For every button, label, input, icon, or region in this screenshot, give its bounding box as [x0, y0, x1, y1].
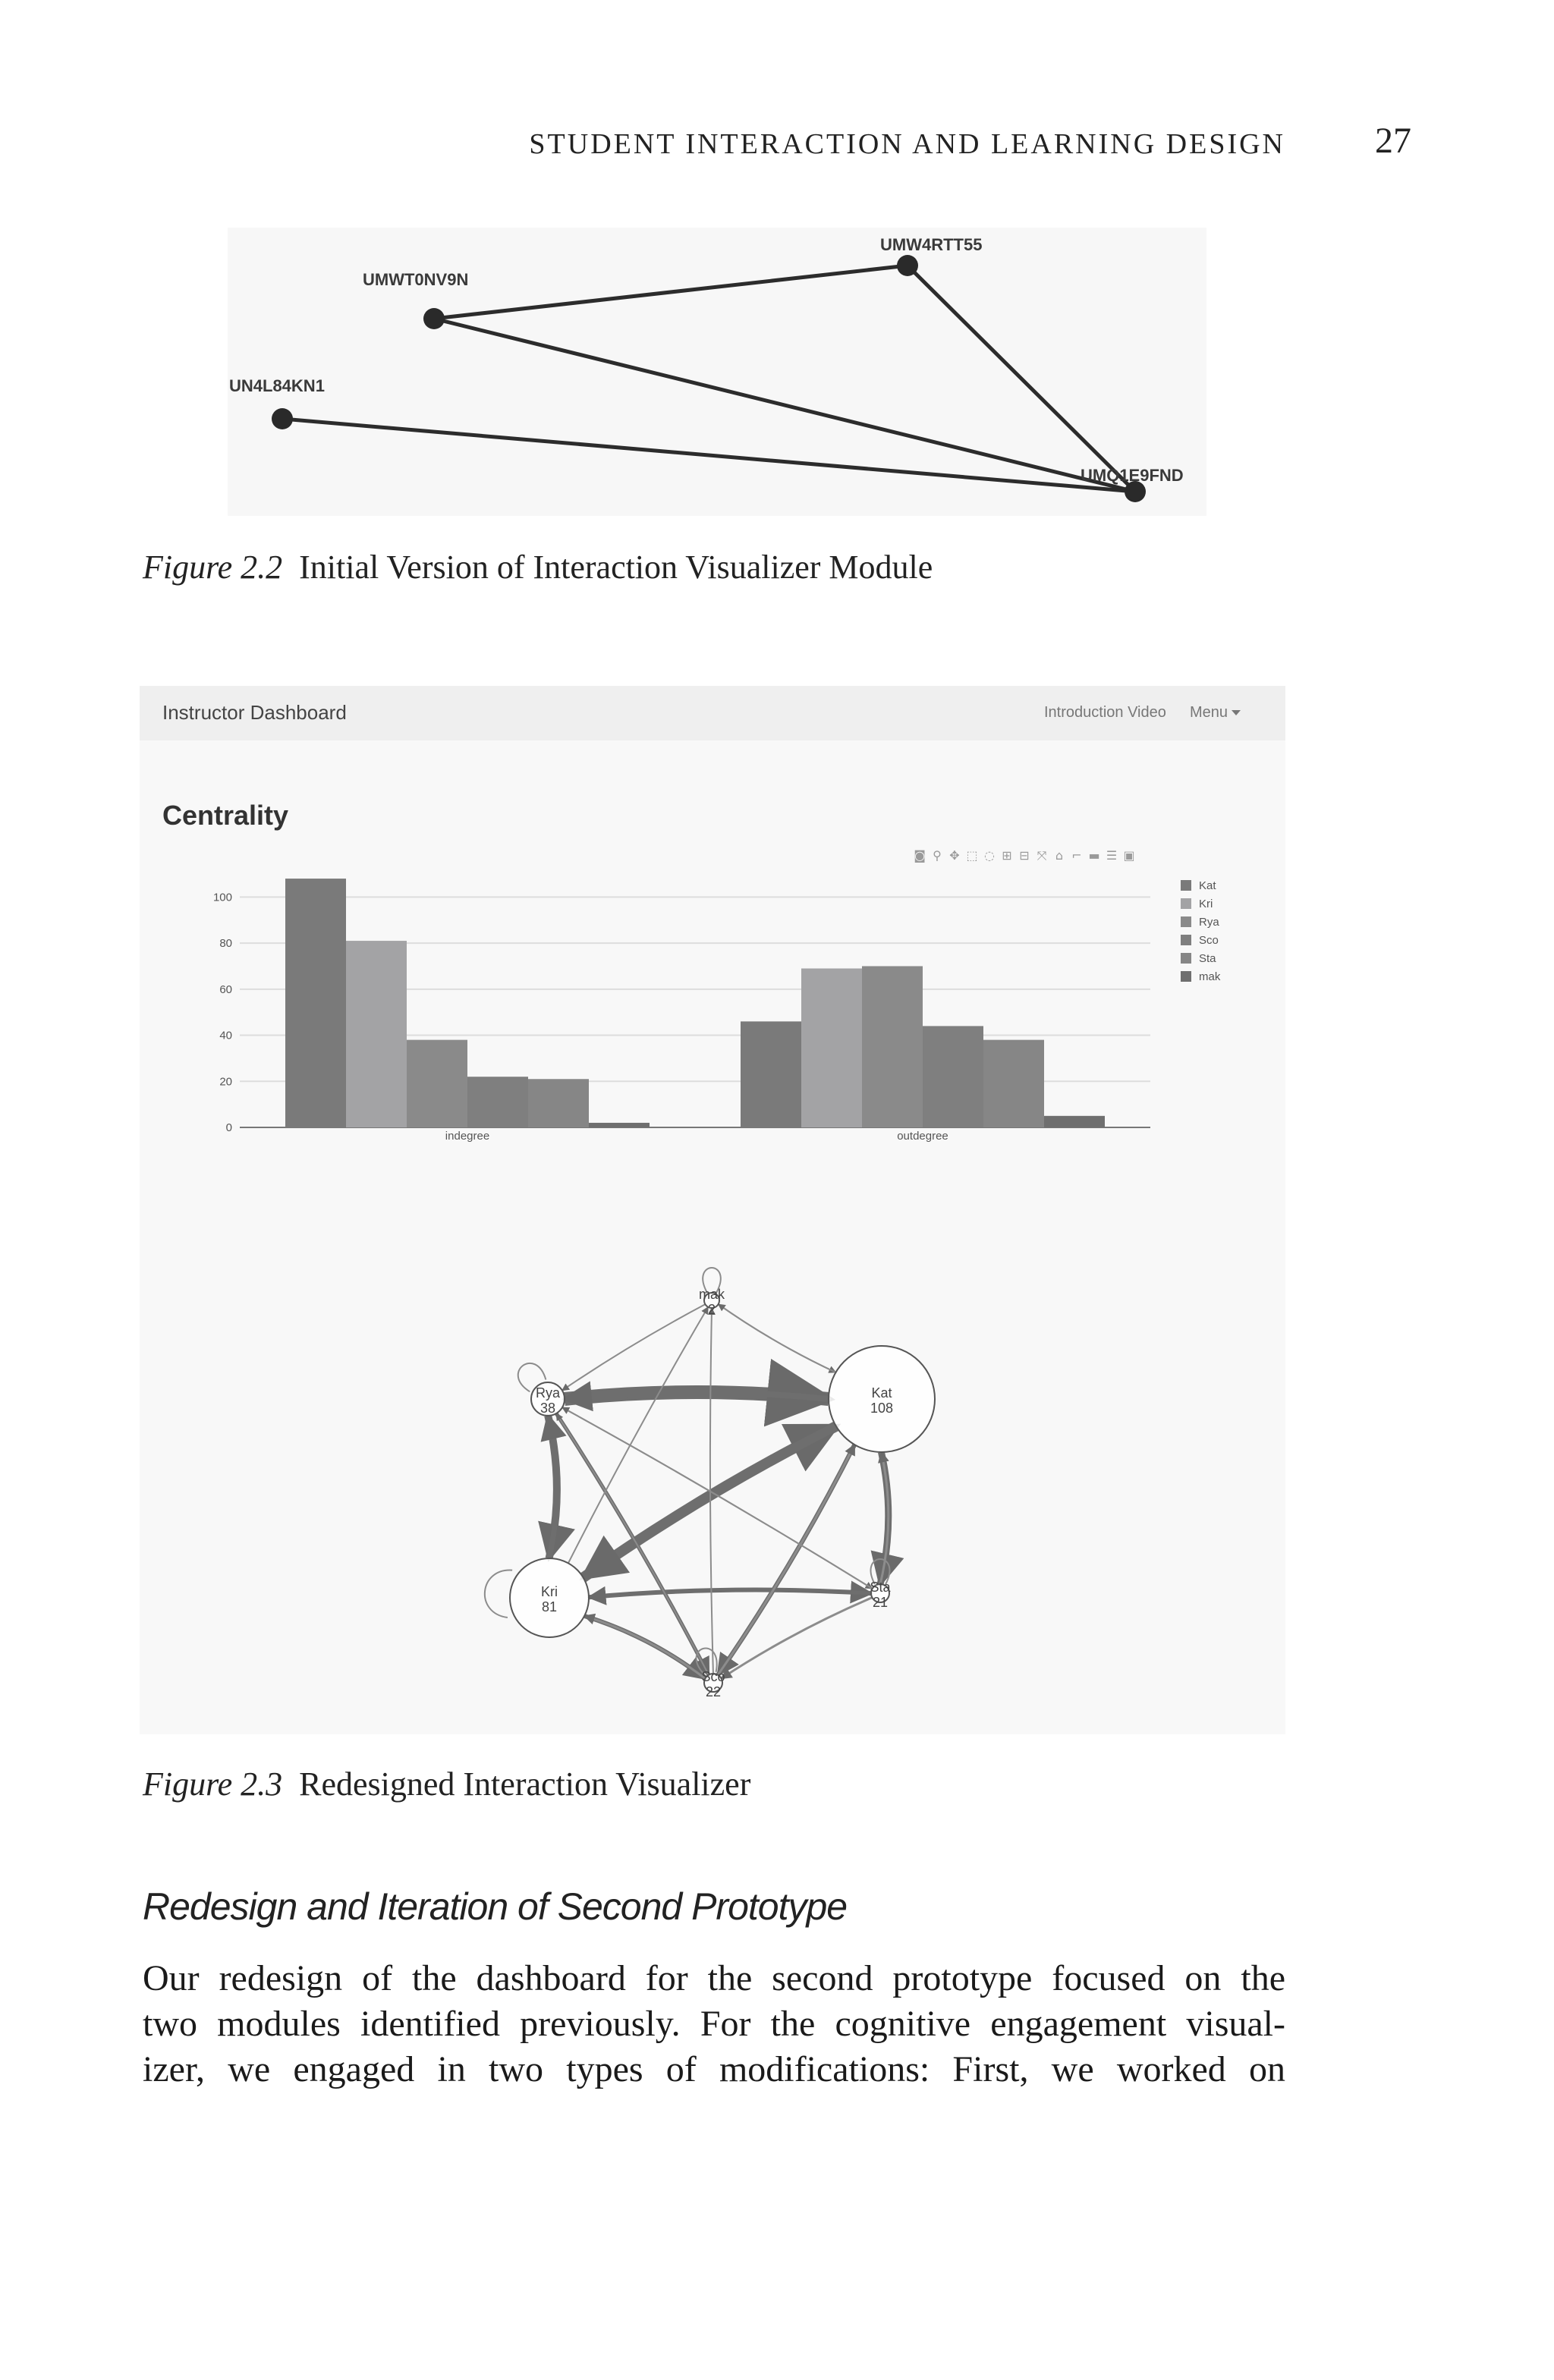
bar-sco-indegree — [467, 1077, 528, 1127]
caption-label: Figure 2.2 — [143, 549, 283, 586]
hover-compare-icon[interactable]: ☰ — [1106, 848, 1118, 863]
network-edge — [908, 266, 1135, 492]
node-value: 2 — [707, 1302, 716, 1317]
legend-swatch[interactable] — [1181, 953, 1191, 964]
caption-text: Redesigned Interaction Visualizer — [299, 1765, 751, 1803]
bar-kri-indegree — [346, 941, 407, 1127]
pan-icon[interactable]: ✥ — [949, 848, 960, 863]
caption-label: Figure 2.3 — [143, 1765, 283, 1803]
node-value: 21 — [872, 1595, 889, 1610]
network-edge — [434, 266, 908, 319]
x-tick-label: outdegree — [897, 1130, 948, 1143]
bar-sta-indegree — [528, 1079, 589, 1127]
edge-kri-mak — [568, 1307, 708, 1564]
figure-2-2-network — [228, 228, 1206, 516]
edge-kat-mak — [719, 1304, 836, 1372]
legend-label[interactable]: Sco — [1199, 934, 1219, 947]
node-value: 108 — [870, 1401, 894, 1416]
self-loop-kri — [485, 1570, 512, 1618]
bar-kat-indegree — [285, 879, 346, 1127]
legend-swatch[interactable] — [1181, 916, 1191, 927]
page-number: 27 — [1375, 121, 1411, 161]
edge-mak-kat — [719, 1304, 836, 1372]
node-value: 22 — [705, 1684, 722, 1699]
network-node — [272, 408, 293, 429]
dashboard-navbar — [140, 686, 1285, 740]
legend-label[interactable]: Kat — [1199, 879, 1216, 892]
centrality-bar-chart — [140, 860, 1285, 1156]
section-heading: Redesign and Iteration of Second Prototype — [143, 1885, 848, 1928]
running-head: STUDENT INTERACTION AND LEARNING DESIGN — [529, 128, 1285, 160]
network-node — [897, 255, 918, 276]
legend-label[interactable]: Sta — [1199, 952, 1216, 965]
hover-closest-icon[interactable]: ▬ — [1088, 848, 1100, 863]
bar-kat-outdegree — [741, 1021, 801, 1127]
chevron-down-icon — [1232, 710, 1241, 715]
y-tick-label: 40 — [219, 1029, 232, 1042]
figure-2-2-caption — [143, 548, 933, 586]
node-name: Kat — [871, 1385, 892, 1401]
node-name: Sta — [870, 1580, 891, 1595]
node-label: UMW4RTT55 — [880, 235, 983, 254]
node-name: mak — [698, 1287, 725, 1302]
legend-swatch[interactable] — [1181, 971, 1191, 982]
plotly-logo-icon[interactable]: ▣ — [1123, 848, 1135, 863]
network-node — [423, 308, 445, 329]
legend-label[interactable]: Rya — [1199, 916, 1219, 929]
edge-kri-sco — [584, 1616, 705, 1679]
y-tick-label: 100 — [212, 891, 232, 904]
legend-swatch[interactable] — [1181, 898, 1191, 909]
body-line: Our redesign of the dashboard for the second prototype focused on the — [143, 1958, 1285, 1998]
y-tick-label: 0 — [225, 1121, 232, 1134]
legend-label[interactable]: mak — [1199, 970, 1221, 983]
centrality-heading: Centrality — [162, 800, 289, 831]
box-select-icon[interactable]: ⬚ — [966, 848, 978, 863]
figure-2-3-caption — [143, 1765, 750, 1803]
zoom-out-icon[interactable]: ⊟ — [1019, 848, 1030, 863]
network-edge — [282, 419, 1135, 492]
dashboard-title[interactable]: Instructor Dashboard — [162, 701, 347, 724]
body-line: two modules identified previously. For the cognitive engagement visual- — [143, 2004, 1285, 2044]
legend-label[interactable]: Kri — [1199, 898, 1213, 910]
legend-swatch[interactable] — [1181, 880, 1191, 891]
body-paragraph — [143, 1956, 1285, 2092]
bar-kri-outdegree — [801, 968, 862, 1127]
zoom-icon[interactable]: ⚲ — [933, 848, 942, 863]
legend-swatch[interactable] — [1181, 935, 1191, 945]
autoscale-icon[interactable]: ⤧ — [1037, 848, 1047, 863]
body-line: izer, we engaged in two types of modifications: First, we worked on — [143, 2049, 1285, 2089]
bar-mak-outdegree — [1044, 1116, 1105, 1127]
y-tick-label: 80 — [219, 937, 232, 951]
spike-icon[interactable]: ⌐ — [1071, 848, 1082, 863]
camera-icon[interactable]: ◙ — [914, 848, 926, 863]
home-icon[interactable]: ⌂ — [1055, 848, 1064, 863]
zoom-in-icon[interactable]: ⊞ — [1002, 848, 1012, 863]
caption-text: Initial Version of Interaction Visualizer Module — [299, 549, 933, 586]
y-tick-label: 20 — [219, 1075, 232, 1089]
instructor-dashboard-screenshot — [140, 686, 1285, 1734]
intro-video-link[interactable]: Introduction Video — [1044, 704, 1166, 721]
edge-sco-kri — [584, 1616, 705, 1679]
menu-dropdown[interactable] — [1190, 704, 1241, 722]
node-label: UN4L84KN1 — [229, 376, 325, 395]
node-name: Kri — [541, 1584, 558, 1599]
edge-mak-rya — [562, 1304, 706, 1390]
menu-label: Menu — [1190, 704, 1228, 721]
network-edge — [434, 319, 1135, 492]
bar-rya-outdegree — [862, 966, 923, 1127]
lasso-icon[interactable]: ◌ — [984, 848, 995, 863]
bar-sco-outdegree — [923, 1026, 983, 1127]
node-value: 38 — [539, 1401, 556, 1416]
bar-rya-indegree — [407, 1040, 467, 1127]
x-tick-label: indegree — [445, 1130, 490, 1143]
node-label: UMQ1E9FND — [1081, 466, 1184, 485]
interaction-network-graph — [140, 1247, 1285, 1699]
node-value: 81 — [541, 1599, 558, 1614]
bar-sta-outdegree — [983, 1040, 1044, 1127]
y-tick-label: 60 — [219, 982, 232, 996]
node-name: Rya — [535, 1385, 561, 1401]
node-name: Sco — [701, 1669, 725, 1684]
node-label: UMWT0NV9N — [363, 270, 469, 289]
bar-mak-indegree — [589, 1123, 650, 1127]
